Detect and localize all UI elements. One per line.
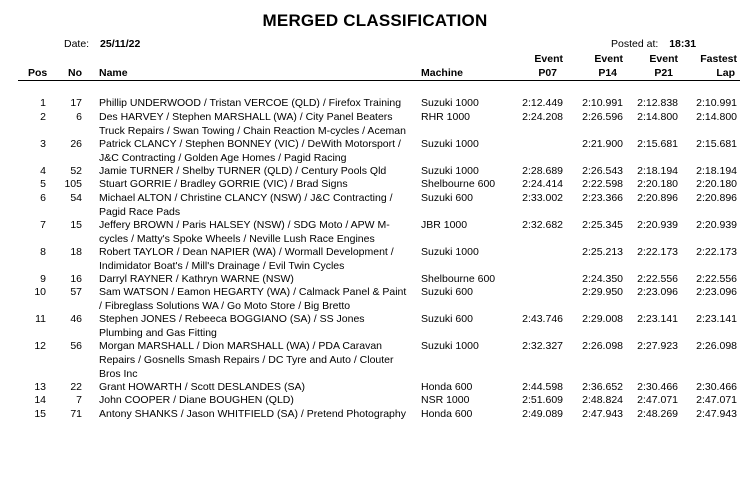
row-number: 15 [70,218,82,231]
row-pos: 9 [40,272,46,285]
header-fastest-top: Fastest [700,53,737,65]
row-machine: Honda 600 [421,407,473,420]
row-pos: 8 [40,245,46,258]
row-name: Sam WATSON / Eamon HEGARTY (WA) / Calmack Panel & Paint / Fibreglass Solutions WA / Go Moto Store / Big Bretto [99,286,407,312]
row-pos: 15 [34,407,46,420]
row-fastest-lap: 2:22.556 [696,272,737,285]
row-event-p14: 2:26.543 [582,164,623,177]
header-event-p14-top: Event [594,53,623,65]
row-name: Michael ALTON / Christine CLANCY (NSW) / J&C Contracting / Pagid Race Pads [99,191,393,218]
row-name: Antony SHANKS / Jason WHITFIELD (SA) / Pretend Photography [99,407,406,420]
row-number: 46 [70,313,82,325]
posted-label: Posted at: [611,38,659,50]
row-name: Jeffery BROWN / Paris HALSEY (NSW) / SDG Moto / APW M-cycles / Matty's Spoke Wheels / Neville Lush Race Engines [99,218,390,245]
header-event-p07-top: Event [534,53,563,65]
row-name: Robert TAYLOR / Dean NAPIER (WA) / Wormall Development / Indimidator Boat's / Mill's Drainage / Evil Twin Cycles [99,245,394,272]
row-machine: Suzuki 1000 [421,164,479,177]
row-name: Stuart GORRIE / Bradley GORRIE (VIC) / Brad Signs [99,178,348,190]
row-machine: Honda 600 [421,380,473,393]
row-machine: Suzuki 1000 [421,245,479,258]
date-info [64,38,140,50]
row-fastest-lap: 2:20.896 [696,191,737,204]
row-event-p14: 2:24.350 [582,272,623,285]
header-event-p14-bottom: P14 [598,67,617,79]
page-title: MERGED CLASSIFICATION [262,11,488,30]
row-event-p21: 2:23.141 [637,313,678,325]
row-event-p07: 2:32.682 [522,218,563,231]
row-event-p07: 2:24.208 [522,110,563,123]
header-event-p21-bottom: P21 [654,67,673,79]
row-event-p21: 2:18.194 [637,164,678,177]
row-number: 6 [76,110,82,123]
row-machine: Suzuki 600 [421,191,473,204]
row-name: Des HARVEY / Stephen MARSHALL (WA) / City Panel Beaters Truck Repairs / Swan Towing / Chain Reaction M-cycles / Aceman [99,110,406,137]
row-event-p21: 2:22.556 [637,272,678,285]
row-pos: 1 [40,97,46,109]
row-event-p21: 2:15.681 [637,137,678,150]
row-machine: RHR 1000 [421,110,471,123]
row-event-p21: 2:27.923 [637,340,678,352]
row-fastest-lap: 2:22.173 [696,245,737,258]
row-event-p14: 2:29.008 [582,313,623,325]
row-event-p07: 2:12.449 [522,97,563,109]
row-event-p21: 2:12.838 [637,97,678,109]
row-fastest-lap: 2:14.800 [696,110,737,123]
row-machine: NSR 1000 [421,394,470,406]
row-event-p07: 2:33.002 [522,191,563,204]
row-event-p21: 2:23.096 [637,286,678,298]
row-fastest-lap: 2:26.098 [696,340,737,352]
row-pos: 13 [34,380,46,393]
row-event-p07: 2:49.089 [522,407,563,420]
row-event-p21: 2:30.466 [637,380,678,393]
row-fastest-lap: 2:30.466 [696,380,737,393]
row-pos: 6 [40,191,46,204]
row-name: Darryl RAYNER / Kathryn WARNE (NSW) [99,272,294,285]
date-value: 25/11/22 [100,38,141,50]
header-name: Name [99,67,128,79]
row-event-p14: 2:25.213 [582,245,623,258]
row-pos: 14 [34,394,46,406]
row-event-p21: 2:20.939 [637,218,678,231]
row-event-p07: 2:24.414 [522,178,563,190]
row-number: 54 [70,191,82,204]
row-event-p07: 2:51.609 [522,394,563,406]
row-event-p07: 2:44.598 [522,380,563,393]
row-number: 18 [70,245,82,258]
row-fastest-lap: 2:20.939 [696,218,737,231]
row-machine: Suzuki 600 [421,286,473,298]
row-event-p21: 2:14.800 [637,110,678,123]
row-fastest-lap: 2:47.071 [696,394,737,406]
row-number: 7 [76,394,82,406]
row-event-p21: 2:48.269 [637,407,678,420]
row-number: 56 [70,340,82,352]
row-pos: 11 [35,313,46,325]
row-fastest-lap: 2:10.991 [696,97,737,109]
row-event-p14: 2:47.943 [582,407,623,420]
header-event-p07-bottom: P07 [538,67,557,79]
row-name: Phillip UNDERWOOD / Tristan VERCOE (QLD) / Firefox Training [99,97,402,109]
header-machine: Machine [421,67,464,79]
row-event-p14: 2:21.900 [582,137,623,150]
row-name: Jamie TURNER / Shelby TURNER (QLD) / Century Pools Qld [99,164,387,177]
row-event-p14: 2:29.950 [582,286,623,298]
row-number: 16 [70,272,82,285]
row-event-p14: 2:22.598 [582,178,623,190]
row-event-p14: 2:10.991 [582,97,623,109]
row-number: 52 [70,164,82,177]
row-fastest-lap: 2:20.180 [696,178,737,190]
row-pos: 5 [40,178,46,190]
row-event-p21: 2:20.180 [637,178,678,190]
row-pos: 12 [34,340,46,352]
row-machine: Suzuki 1000 [421,340,479,352]
row-fastest-lap: 2:23.096 [696,286,737,298]
row-fastest-lap: 2:47.943 [696,407,737,420]
row-machine: Shelbourne 600 [421,272,496,285]
row-machine: Suzuki 1000 [421,97,479,109]
row-event-p21: 2:22.173 [637,245,678,258]
row-fastest-lap: 2:18.194 [696,164,737,177]
row-pos: 7 [40,218,46,231]
header-no: No [68,67,82,79]
row-event-p14: 2:25.345 [582,218,623,231]
row-event-p07: 2:28.689 [522,164,563,177]
row-number: 105 [64,178,82,190]
row-pos: 10 [34,286,46,298]
row-fastest-lap: 2:23.141 [696,313,737,325]
row-pos: 3 [40,137,46,150]
row-name: John COOPER / Diane BOUGHEN (QLD) [99,394,294,406]
row-event-p07: 2:32.327 [522,340,563,352]
row-number: 17 [70,97,82,109]
row-name: Patrick CLANCY / Stephen BONNEY (VIC) / DeWith Motorsport / J&C Contracting / Golden Age Homes / Pagid Racing [99,137,401,164]
row-machine: Suzuki 600 [421,313,473,325]
row-event-p14: 2:36.652 [582,380,623,393]
row-name: Stephen JONES / Rebeeca BOGGIANO (SA) / SS Jones Plumbing and Gas Fitting [99,313,365,339]
row-event-p21: 2:47.071 [637,394,678,406]
header-event-p21-top: Event [649,53,678,65]
posted-value: 18:31 [669,38,697,50]
row-fastest-lap: 2:15.681 [696,137,737,150]
row-event-p14: 2:48.824 [582,394,623,406]
row-number: 71 [70,407,82,420]
row-number: 22 [70,380,82,393]
row-event-p07: 2:43.746 [522,313,563,325]
row-event-p14: 2:26.596 [582,110,623,123]
row-event-p21: 2:20.896 [637,191,678,204]
date-label: Date: [64,38,90,50]
header-fastest-bottom: Lap [716,67,735,79]
row-pos: 2 [40,110,46,123]
row-number: 57 [70,286,82,298]
row-name: Grant HOWARTH / Scott DESLANDES (SA) [99,380,305,393]
row-machine: Shelbourne 600 [421,178,496,190]
row-machine: JBR 1000 [421,218,468,231]
row-name: Morgan MARSHALL / Dion MARSHALL (WA) / PDA Caravan Repairs / Gosnells Smash Repairs / DC Tyre and Auto / Clouter Bros Inc [99,340,394,380]
row-pos: 4 [40,164,46,177]
posted-info [611,38,696,50]
row-machine: Suzuki 1000 [421,137,479,150]
row-event-p14: 2:23.366 [582,191,623,204]
header-pos: Pos [28,67,48,79]
row-number: 26 [70,137,82,150]
row-event-p14: 2:26.098 [582,340,623,352]
header-divider [18,80,740,81]
